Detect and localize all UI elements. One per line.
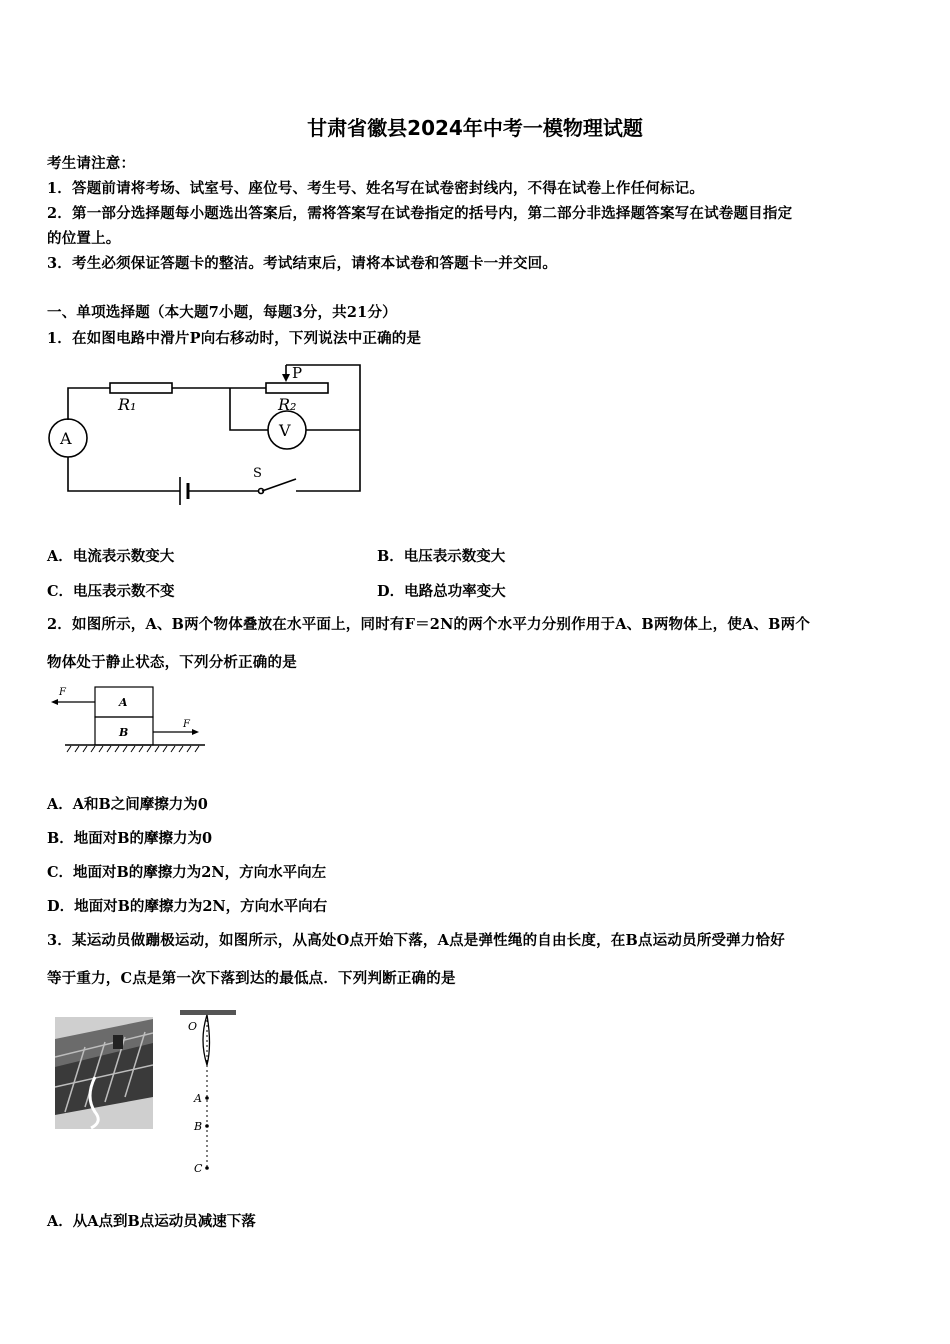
blocks-diagram xyxy=(45,682,210,757)
resistor-r1 xyxy=(110,383,172,393)
label-c: C xyxy=(194,1162,203,1175)
q1-option-b: B．电压表示数变大 xyxy=(377,548,506,565)
label-r2: R₂ xyxy=(278,395,297,414)
ground-hatch xyxy=(67,746,199,752)
switch-s xyxy=(262,479,296,491)
q1-option-d: D．电路总功率变大 xyxy=(377,583,506,600)
label-s: S xyxy=(253,466,262,481)
notice-heading: 考生请注意： xyxy=(47,155,136,172)
wire xyxy=(68,457,180,491)
bungee-photo xyxy=(55,1017,153,1129)
point-a xyxy=(205,1096,209,1100)
q1-option-a: A．电流表示数变大 xyxy=(47,548,175,565)
circuit-diagram xyxy=(40,360,380,505)
label-b: B xyxy=(194,1120,203,1133)
question-3-stem-cont: 等于重力，C点是第一次下落到达的最低点．下列判断正确的是 xyxy=(47,970,456,987)
bungee-cord xyxy=(203,1015,210,1065)
label-force-left: F xyxy=(59,687,66,698)
label-block-b: B xyxy=(119,726,129,739)
slider-arrowhead xyxy=(282,374,290,382)
label-force-right: F xyxy=(183,719,190,730)
label-a: A xyxy=(60,429,72,448)
switch-pivot xyxy=(259,489,264,494)
arrowhead-right xyxy=(192,729,199,735)
label-v: V xyxy=(279,421,291,440)
q2-option-d: D．地面对B的摩擦力为2N，方向水平向右 xyxy=(47,898,328,915)
bungee-photo-art xyxy=(55,1017,153,1129)
q2-option-a: A．A和B之间摩擦力为0 xyxy=(47,796,208,813)
question-1-stem: 1．在如图电路中滑片P向右移动时，下列说法中正确的是 xyxy=(47,330,422,347)
label-o: O xyxy=(188,1020,198,1033)
section-heading: 一、单项选择题（本大题7小题，每题3分，共21分） xyxy=(47,304,397,321)
wire xyxy=(68,388,110,420)
label-block-a: A xyxy=(119,696,128,709)
point-c xyxy=(205,1166,209,1170)
point-b xyxy=(205,1124,209,1128)
notice-item: 3．考生必须保证答题卡的整洁。考试结束后，请将本试卷和答题卡一并交回。 xyxy=(47,255,558,272)
question-2-stem: 2．如图所示，A、B两个物体叠放在水平面上，同时有F＝2N的两个水平力分别作用于A、B两物体上，使A、B两个 xyxy=(47,616,811,633)
wire xyxy=(230,388,268,430)
wire xyxy=(296,430,360,491)
platform xyxy=(180,1010,236,1015)
label-a: A xyxy=(194,1092,202,1105)
arrowhead-left xyxy=(51,699,58,705)
label-r1: R₁ xyxy=(118,395,137,414)
notice-item: 2．第一部分选择题每小题选出答案后，需将答案写在试卷指定的括号内，第二部分非选择题答案写在试卷题目指定 xyxy=(47,205,793,222)
q2-option-b: B．地面对B的摩擦力为0 xyxy=(47,830,213,847)
bungee-diagram xyxy=(170,1008,250,1180)
label-p: P xyxy=(292,364,303,382)
resistor-r2 xyxy=(266,383,328,393)
notice-item: 的位置上。 xyxy=(47,230,121,247)
question-3-stem: 3．某运动员做蹦极运动，如图所示，从高处O点开始下落，A点是弹性绳的自由长度，在B点运动员所受弹力恰好 xyxy=(47,932,785,949)
q1-option-c: C．电压表示数不变 xyxy=(47,583,175,600)
page-title: 甘肃省徽县2024年中考一模物理试题 xyxy=(307,116,643,140)
notice-item: 1．答题前请将考场、试室号、座位号、考生号、姓名写在试卷密封线内，不得在试卷上作任何标记。 xyxy=(47,180,705,197)
question-2-stem-cont: 物体处于静止状态，下列分析正确的是 xyxy=(47,654,297,671)
q2-option-c: C．地面对B的摩擦力为2N，方向水平向左 xyxy=(47,864,327,881)
q3-option-a: A．从A点到B点运动员减速下落 xyxy=(47,1213,256,1230)
